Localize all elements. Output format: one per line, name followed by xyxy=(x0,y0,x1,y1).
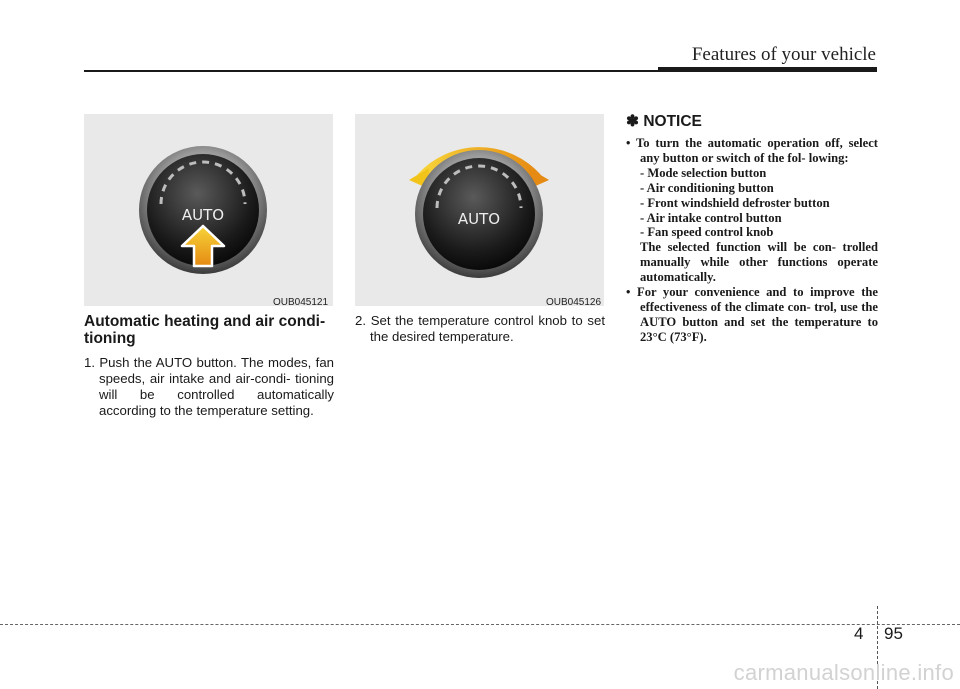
notice-heading xyxy=(626,112,878,131)
notice-subitem: - Air conditioning button xyxy=(640,180,774,195)
footer-rule xyxy=(0,624,960,625)
chapter-number: 4 xyxy=(854,624,864,643)
header-title: Features of your vehicle xyxy=(691,44,876,65)
temperature-knob-figure xyxy=(355,114,604,306)
svg-text:AUTO: AUTO xyxy=(181,206,225,224)
notice-title: NOTICE xyxy=(643,113,702,130)
page-number: 95 xyxy=(884,624,903,643)
notice-item-1 xyxy=(626,136,878,285)
header-accent-bar xyxy=(658,67,877,72)
figure-code: OUB045121 xyxy=(273,297,329,308)
temperature-knob-illustration xyxy=(355,114,604,306)
notice-subitem: - Front windshield defroster button xyxy=(640,195,830,210)
column-left xyxy=(84,313,334,419)
notice-item-1-outro: The selected function will be con- trolled manually while other functions operate automatically. xyxy=(640,240,878,285)
notice-item-2: • For your convenience and to improve the effectiveness of the climate con- trol, use the AUTO button and set the temperature to 23°C (73°F). xyxy=(626,285,878,344)
step-2-text: 2. Set the temperature control knob to set the desired temperature. xyxy=(355,313,605,344)
notice-subitem: - Mode selection button xyxy=(640,165,767,180)
notice-subitem: - Air intake control button xyxy=(640,210,782,225)
section-title-text: Automatic heating and air condi- tioning xyxy=(84,313,326,347)
figure-code: OUB045126 xyxy=(546,297,602,308)
svg-text:AUTO: AUTO xyxy=(457,210,501,228)
watermark: carmanualsonline.info xyxy=(733,660,954,685)
auto-knob-push-illustration xyxy=(84,114,333,306)
notice-star-icon: ✽ xyxy=(626,113,639,130)
auto-button-figure xyxy=(84,114,333,306)
section-title xyxy=(84,313,334,347)
notice-item-1-intro: • To turn the automatic operation off, select any button or switch of the fol- lowing: xyxy=(626,136,878,165)
column-middle xyxy=(355,313,605,345)
step-1-text: 1. Push the AUTO button. The modes, fan speeds, air intake and air-condi- tioning will be controlled automatically according to the temperature setting. xyxy=(84,355,334,418)
notice-subitem: - Fan speed control knob xyxy=(640,225,774,240)
notice-box xyxy=(626,112,878,345)
